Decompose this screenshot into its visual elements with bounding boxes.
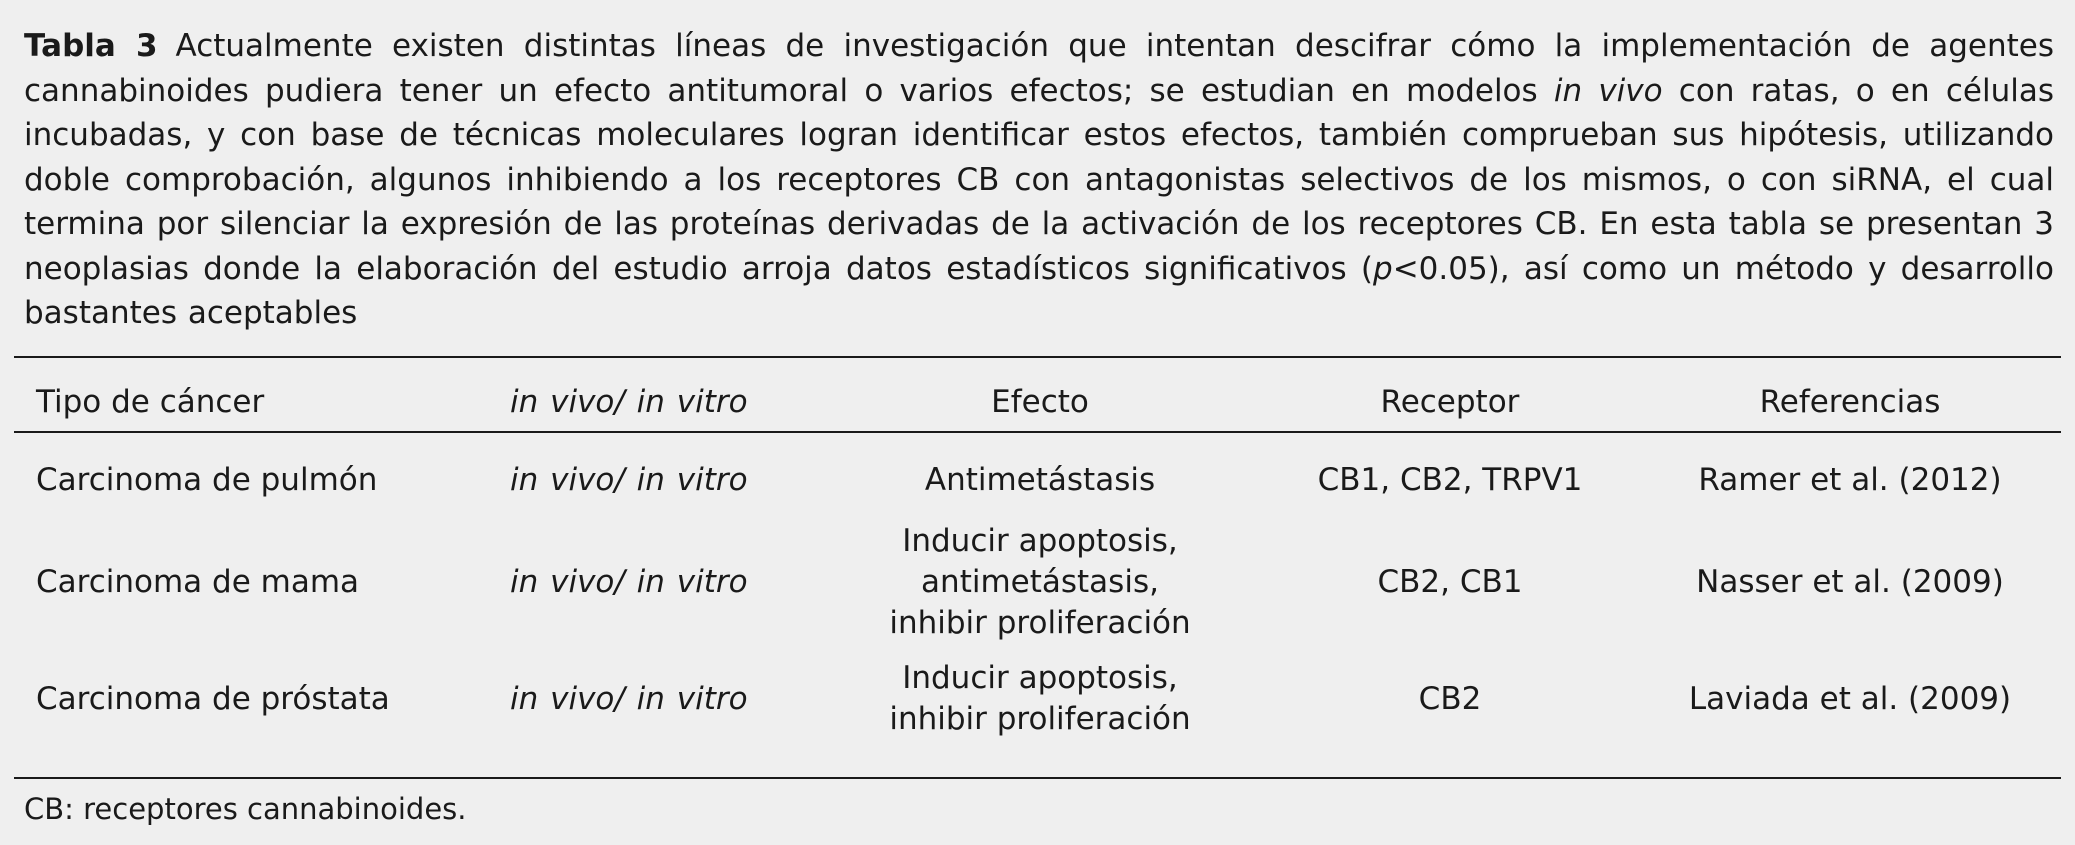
cell-reference: Ramer et al. (2012)	[1698, 462, 2002, 498]
cell-cancer-type: Carcinoma de próstata	[36, 681, 390, 717]
cell-receptor: CB1, CB2, TRPV1	[1317, 462, 1583, 498]
header-cancer-type: Tipo de cáncer	[36, 384, 265, 420]
cell-reference: Nasser et al. (2009)	[1696, 564, 2004, 600]
effect-line: antimetástasis,	[921, 564, 1159, 600]
effect-line: Inducir apoptosis,	[902, 523, 1178, 559]
table-caption	[24, 24, 2054, 336]
header-references: Referencias	[1759, 384, 1941, 420]
effect-line: Antimetástasis	[924, 462, 1156, 498]
cell-effect	[840, 521, 1240, 644]
cell-model: in vivo/ in vitro	[510, 681, 748, 717]
cell-receptor: CB2	[1418, 681, 1482, 717]
table-footnote: CB: receptores cannabinoides.	[24, 792, 467, 826]
table-top-rule	[14, 356, 2061, 358]
caption-text-3: <0.05), así como un método y desarrollo bastantes aceptables	[24, 250, 2054, 331]
cell-effect	[840, 658, 1240, 740]
table-bottom-rule	[14, 777, 2061, 779]
header-model: in vivo/ in vitro	[510, 384, 748, 420]
caption-text-1: Actualmente existen distintas líneas de investigación que intentan descifrar cómo la implementación de agentes cannabinoides pudiera tener un efecto antitumoral o varios efectos; se estudian en modelos	[24, 28, 2054, 109]
cell-effect	[840, 460, 1240, 501]
effect-line: inhibir proliferación	[889, 605, 1191, 641]
header-receptor: Receptor	[1380, 384, 1520, 420]
cell-reference: Laviada et al. (2009)	[1688, 681, 2012, 717]
header-effect: Efecto	[991, 384, 1089, 420]
table-label: Tabla 3	[24, 28, 158, 64]
table-header-rule	[14, 431, 2061, 433]
cell-model: in vivo/ in vitro	[510, 462, 748, 498]
effect-line: Inducir apoptosis,	[902, 660, 1178, 696]
caption-text-italic: in vivo	[1553, 72, 1663, 109]
cell-cancer-type: Carcinoma de pulmón	[36, 462, 378, 498]
cell-receptor: CB2, CB1	[1377, 564, 1523, 600]
cell-cancer-type: Carcinoma de mama	[36, 564, 360, 600]
cell-model: in vivo/ in vitro	[510, 564, 748, 600]
caption-text-2: con ratas, o en células incubadas, y con base de técnicas moleculares logran identificar estos efectos, también comprueban sus hipótesis, utilizando doble comprobación, algunos inhibiendo a los receptores CB con antagonistas selectivos de los mismos, o con siRNA, el cual termina por silenciar la expresión de las proteínas derivadas de la activación de los receptores CB. En esta tabla se presentan 3 neoplasias donde la elaboración del estudio arroja datos estadísticos significativos (	[24, 72, 2054, 287]
caption-p-italic: p	[1373, 250, 1393, 287]
effect-line: inhibir proliferación	[889, 701, 1191, 737]
